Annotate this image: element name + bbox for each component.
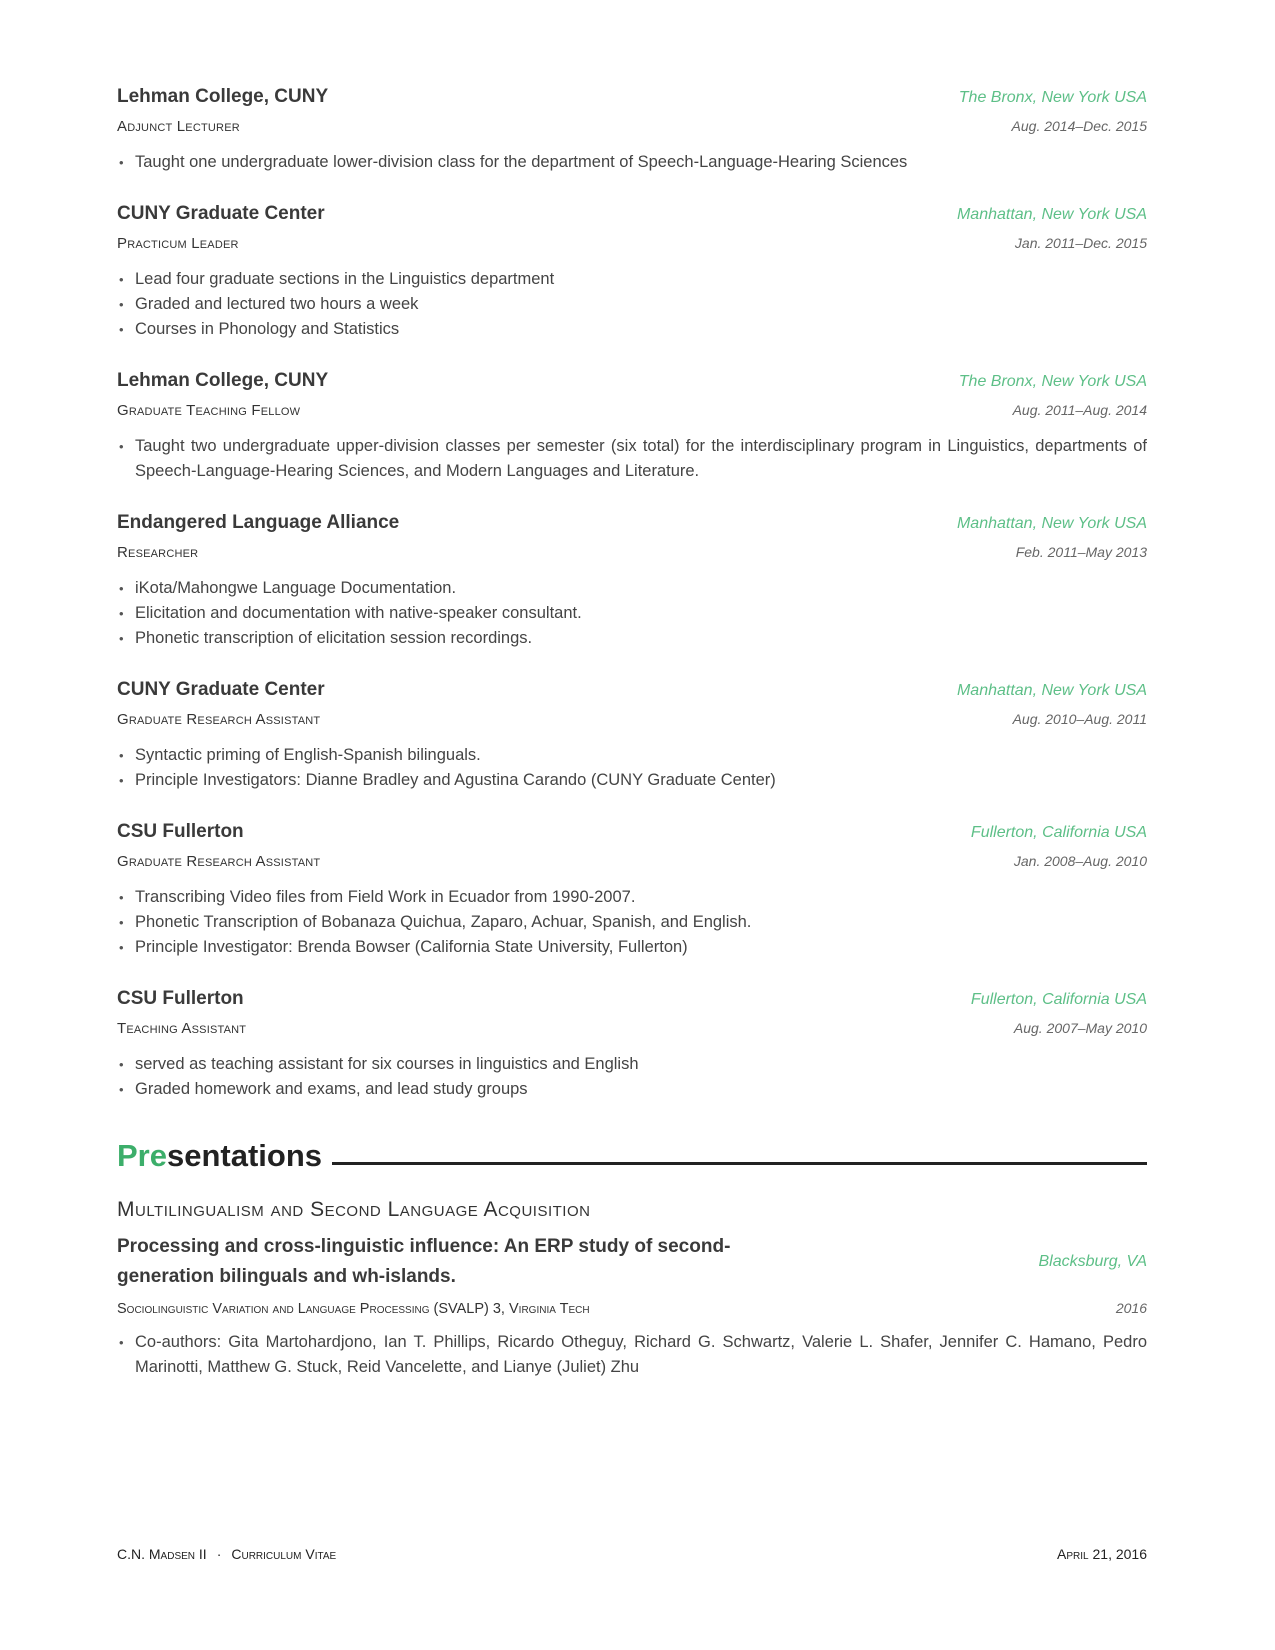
date-range: Jan. 2011–Dec. 2015 <box>1014 235 1147 251</box>
experience-entry <box>117 679 1147 793</box>
presentation-venue: Sociolinguistic Variation and Language Processing (SVALP) 3, Virginia Tech <box>117 1301 590 1317</box>
experience-entry <box>117 370 1147 484</box>
organization-name: CUNY Graduate Center <box>117 203 325 224</box>
experience-entry <box>117 988 1147 1102</box>
bullet-item: • Elicitation and documentation with native-speaker consultant. <box>117 601 1147 626</box>
bullet-list <box>117 576 1147 651</box>
presentation-location: Blacksburg, VA <box>1038 1253 1147 1270</box>
footer-separator: · <box>216 1546 222 1562</box>
date-range: Aug. 2014–Dec. 2015 <box>1011 118 1147 134</box>
bullet-list <box>117 267 1147 342</box>
bullet-item: • Principle Investigator: Brenda Bowser (California State University, Fullerton) <box>117 935 1147 960</box>
organization-name: CSU Fullerton <box>117 821 244 842</box>
bullet-item: • Syntactic priming of English-Spanish bilinguals. <box>117 743 1147 768</box>
section-title-rest: sentations <box>166 1138 323 1173</box>
date-range: Feb. 2011–May 2013 <box>1015 544 1147 560</box>
role-title: Graduate Research Assistant <box>117 711 321 728</box>
bullet-item: • Courses in Phonology and Statistics <box>117 317 1147 342</box>
bullet-item: • Phonetic Transcription of Bobanaza Quichua, Zaparo, Achuar, Spanish, and English. <box>117 910 1147 935</box>
bullet-list <box>117 885 1147 960</box>
role-title: Graduate Research Assistant <box>117 853 321 870</box>
experience-entry <box>117 821 1147 960</box>
location: Fullerton, California USA <box>970 991 1147 1008</box>
footer-left <box>117 1546 336 1562</box>
bullet-item: • Principle Investigators: Dianne Bradley and Agustina Carando (CUNY Graduate Center) <box>117 768 1147 793</box>
role-title: Adjunct Lecturer <box>117 118 240 135</box>
role-title: Practicum Leader <box>117 235 239 252</box>
footer-name: C.N. Madsen II <box>117 1546 207 1562</box>
bullet-list <box>117 1052 1147 1102</box>
bullet-item: • iKota/Mahongwe Language Documentation. <box>117 576 1147 601</box>
date-range: Aug. 2007–May 2010 <box>1013 1020 1147 1036</box>
bullet-item: • served as teaching assistant for six courses in linguistics and English <box>117 1052 1147 1077</box>
role-title: Graduate Teaching Fellow <box>117 402 301 419</box>
section-title <box>117 1138 322 1174</box>
experience-entry <box>117 86 1147 175</box>
section-rule <box>332 1162 1147 1165</box>
bullet-item: • Graded and lectured two hours a week <box>117 292 1147 317</box>
bullet-list <box>117 434 1147 484</box>
organization-name: Endangered Language Alliance <box>117 512 400 533</box>
experience-entry <box>117 203 1147 342</box>
bullet-item: • Graded homework and exams, and lead study groups <box>117 1077 1147 1102</box>
bullet-item: • Lead four graduate sections in the Linguistics department <box>117 267 1147 292</box>
footer-doc: Curriculum Vitae <box>231 1546 337 1562</box>
experience-entry <box>117 512 1147 651</box>
role-title: Teaching Assistant <box>117 1020 247 1037</box>
organization-name: Lehman College, CUNY <box>117 86 329 107</box>
experience-list <box>117 86 1147 1102</box>
bullet-list <box>117 150 1147 175</box>
location: Manhattan, New York USA <box>956 515 1147 532</box>
bullet-item: • Co-authors: Gita Martohardjono, Ian T. Phillips, Ricardo Otheguy, Richard G. Schwartz, Valerie L. Shafer, Jennifer C. Hamano, Pedro Marinotti, Matthew G. Stuck, Reid Vancelette, and Lianye (Juliet) Zhu <box>117 1330 1147 1380</box>
location: The Bronx, New York USA <box>958 89 1147 106</box>
presentation-year: 2016 <box>1115 1300 1147 1316</box>
presentation-title: Processing and cross-linguistic influence: An ERP study of second-generation bilinguals and wh-islands. <box>117 1236 731 1287</box>
presentation-entry <box>117 1232 1147 1380</box>
location: Manhattan, New York USA <box>956 206 1147 223</box>
date-range: Aug. 2011–Aug. 2014 <box>1012 402 1147 418</box>
organization-name: CUNY Graduate Center <box>117 679 325 700</box>
organization-name: Lehman College, CUNY <box>117 370 329 391</box>
date-range: Jan. 2008–Aug. 2010 <box>1013 853 1147 869</box>
bullet-item: • Taught two undergraduate upper-division classes per semester (six total) for the interdisciplinary program in Linguistics, departments of Speech-Language-Hearing Sciences, and Modern Languages and Literature. <box>117 434 1147 484</box>
bullet-item: • Taught one undergraduate lower-division class for the department of Speech-Language-Hearing Sciences <box>117 150 1147 175</box>
location: Fullerton, California USA <box>970 824 1147 841</box>
date-range: Aug. 2010–Aug. 2011 <box>1012 711 1147 727</box>
subsection-title: Multilingualism and Second Language Acquisition <box>117 1198 591 1221</box>
location: Manhattan, New York USA <box>956 682 1147 699</box>
section-heading-presentations <box>117 1130 1147 1174</box>
footer-date: April 21, 2016 <box>1057 1546 1147 1562</box>
bullet-item: • Phonetic transcription of elicitation session recordings. <box>117 626 1147 651</box>
location: The Bronx, New York USA <box>958 373 1147 390</box>
organization-name: CSU Fullerton <box>117 988 244 1009</box>
presentation-bullets <box>117 1330 1147 1380</box>
cv-page <box>117 86 1147 1380</box>
section-title-accent: Pre <box>117 1138 167 1173</box>
bullet-list <box>117 743 1147 793</box>
page-footer <box>117 1546 1147 1562</box>
bullet-item: • Transcribing Video files from Field Work in Ecuador from 1990-2007. <box>117 885 1147 910</box>
role-title: Researcher <box>117 544 199 561</box>
